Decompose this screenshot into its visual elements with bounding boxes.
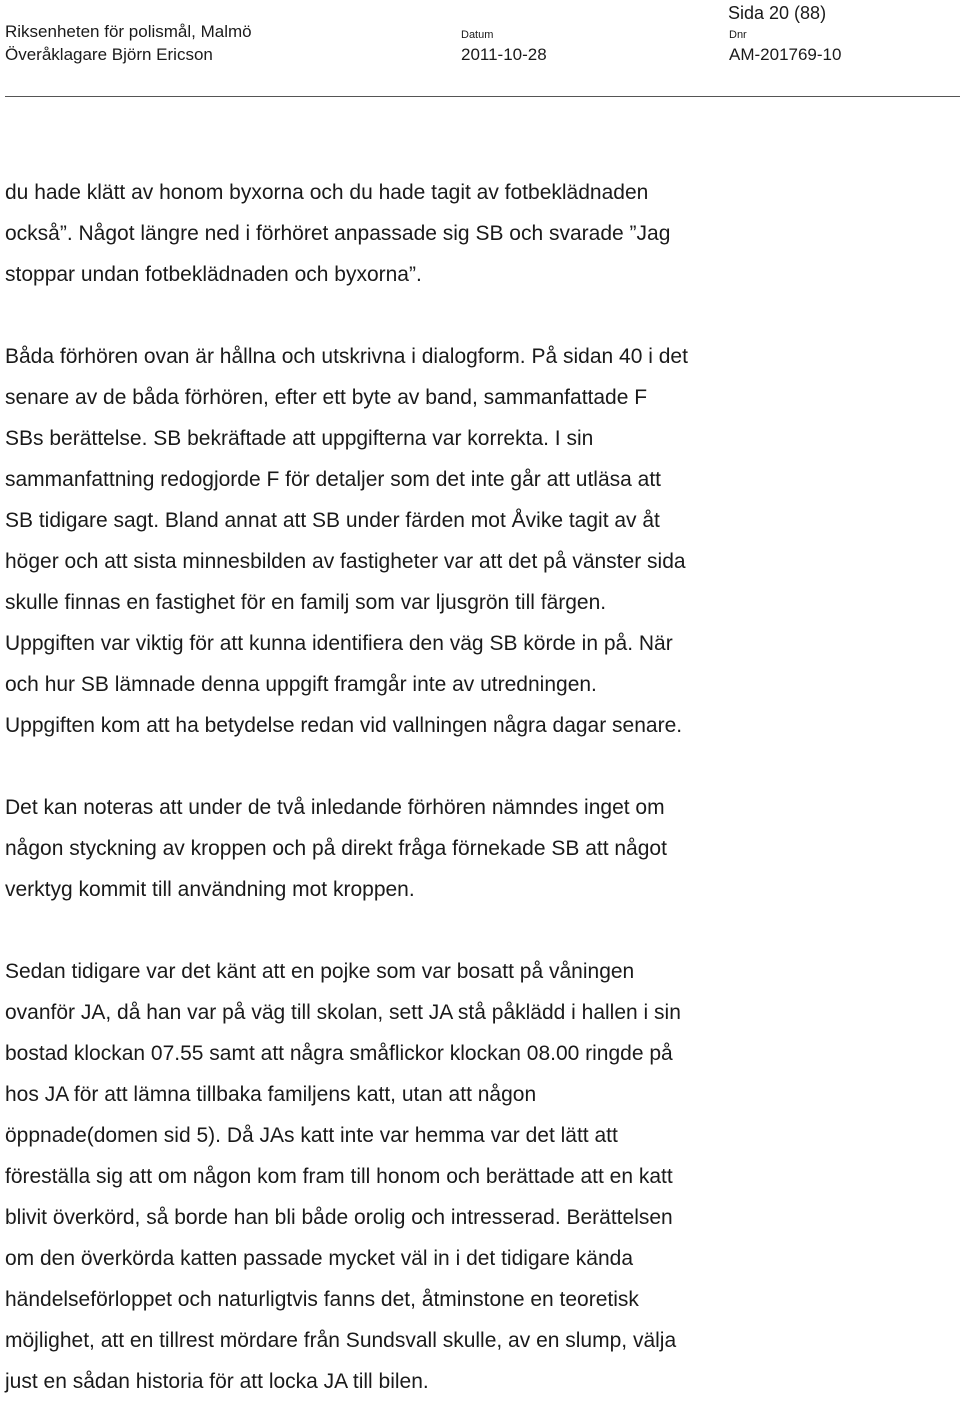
text-line: ovanför JA, då han var på väg till skolan, sett JA stå påklädd i hallen i sin <box>5 1001 681 1024</box>
text-line: blivit överkörd, så borde han bli både orolig och intresserad. Berättelsen <box>5 1206 673 1229</box>
dnr-value: AM-201769-10 <box>729 45 842 64</box>
page-number: Sida 20 (88) <box>728 3 827 23</box>
author-name: Överåklagare Björn Ericson <box>5 45 213 64</box>
text-line: skulle finnas en fastighet för en familj som var ljusgrön till färgen. <box>5 591 607 614</box>
text-line: SB tidigare sagt. Bland annat att SB under färden mot Åvike tagit av åt <box>5 509 660 532</box>
document-body <box>5 172 960 1402</box>
text-line: händelseförloppet och naturligtvis fanns det, åtminstone en teoretisk <box>5 1288 639 1311</box>
text-line: Det kan noteras att under de två inledande förhören nämndes inget om <box>5 796 665 819</box>
paragraph <box>5 951 960 1402</box>
text-line: hos JA för att lämna tillbaka familjens katt, utan att någon <box>5 1083 537 1106</box>
text-line: också”. Något längre ned i förhöret anpassade sig SB och svarade ”Jag <box>5 222 671 245</box>
text-line: höger och att sista minnesbilden av fastigheter var att det på vänster sida <box>5 550 686 573</box>
header-divider <box>5 96 960 97</box>
text-line: du hade klätt av honom byxorna och du hade tagit av fotbeklädnaden <box>5 181 649 204</box>
text-line: möjlighet, att en tillrest mördare från Sundsvall skulle, av en slump, välja <box>5 1329 677 1352</box>
text-line: bostad klockan 07.55 samt att några småflickor klockan 08.00 ringde på <box>5 1042 673 1065</box>
text-line: sammanfattning redogjorde F för detaljer som det inte går att utläsa att <box>5 468 662 491</box>
text-line: Uppgiften var viktig för att kunna identifiera den väg SB körde in på. När <box>5 632 673 655</box>
text-line: verktyg kommit till användning mot kroppen. <box>5 878 415 901</box>
page-header <box>0 0 960 100</box>
text-line: stoppar undan fotbeklädnaden och byxorna”. <box>5 263 422 286</box>
text-line: SBs berättelse. SB bekräftade att uppgifterna var korrekta. I sin <box>5 427 594 450</box>
text-line: Uppgiften kom att ha betydelse redan vid vallningen några dagar senare. <box>5 714 683 737</box>
paragraph <box>5 336 960 746</box>
text-line: Båda förhören ovan är hållna och utskrivna i dialogform. På sidan 40 i det <box>5 345 688 368</box>
text-line: någon styckning av kroppen och på direkt fråga förnekade SB att något <box>5 837 667 860</box>
paragraph <box>5 787 960 910</box>
organization-name: Riksenheten för polismål, Malmö <box>5 22 252 41</box>
text-line: Sedan tidigare var det känt att en pojke som var bosatt på våningen <box>5 960 635 983</box>
text-line: senare av de båda förhören, efter ett byte av band, sammanfattade F <box>5 386 648 409</box>
date-label: Datum <box>461 29 494 41</box>
text-line: om den överkörda katten passade mycket väl in i det tidigare kända <box>5 1247 634 1270</box>
paragraph <box>5 172 960 295</box>
text-line: just en sådan historia för att locka JA till bilen. <box>5 1370 429 1393</box>
date-value: 2011-10-28 <box>461 45 547 64</box>
text-line: öppnade(domen sid 5). Då JAs katt inte var hemma var det lätt att <box>5 1124 618 1147</box>
text-line: föreställa sig att om någon kom fram till honom och berättade att en katt <box>5 1165 673 1188</box>
dnr-label: Dnr <box>729 29 747 41</box>
text-line: och hur SB lämnade denna uppgift framgår inte av utredningen. <box>5 673 597 696</box>
